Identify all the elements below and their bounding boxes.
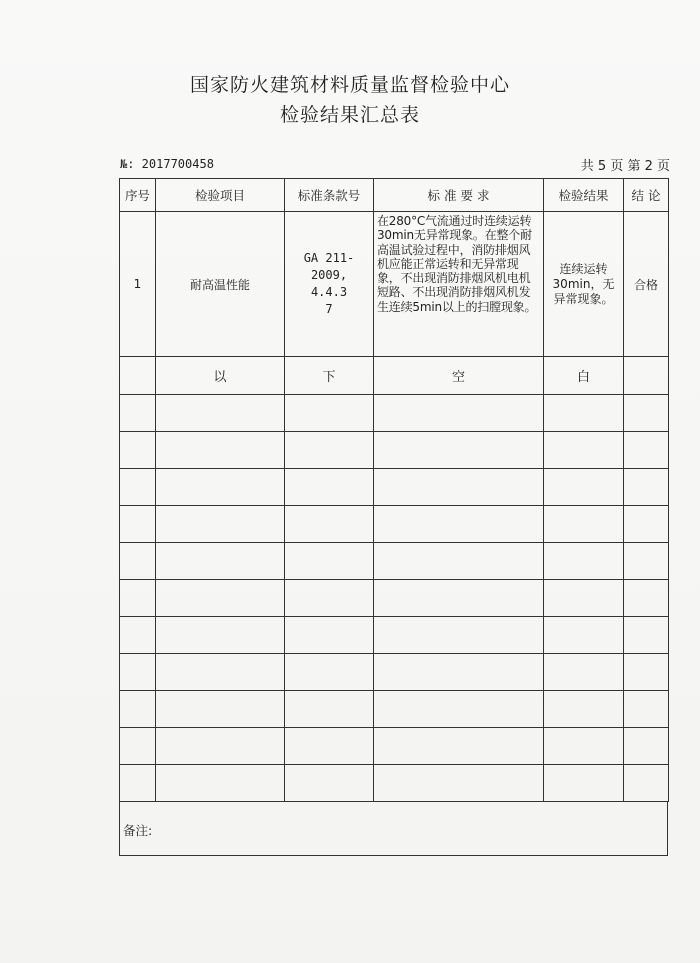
- document-title: 检验结果汇总表: [279, 104, 420, 126]
- row-test-result: [544, 212, 624, 357]
- blank-marker-char: 白: [544, 357, 624, 395]
- row-requirement: 在280°C气流通过时连续运转30min无异常现象。在整个耐高温试验过程中，消防排烟风机应能正常运转和无异常现象，不出现消防排烟风机电机短路、不出现消防排烟风机发生连续5min以上的扫膛现象。: [374, 212, 544, 357]
- page-indicator: 共 5 页 第 2 页: [580, 159, 670, 174]
- empty-row: [120, 543, 669, 580]
- header-test-item: 检验项目: [156, 179, 285, 212]
- header-standard-clause: 标准条款号: [285, 179, 374, 212]
- header-test-result: 检验结果: [544, 179, 624, 212]
- empty-cell: [120, 357, 156, 395]
- empty-row: [120, 432, 669, 469]
- empty-row: [120, 654, 669, 691]
- clause-line: 7: [325, 302, 333, 316]
- empty-row: [120, 765, 669, 802]
- row-test-item: 耐高温性能: [156, 212, 285, 357]
- results-table: [119, 178, 669, 802]
- clause-line: 4.4.3: [310, 285, 348, 299]
- empty-row: [120, 469, 669, 506]
- empty-row: [120, 728, 669, 765]
- row-conclusion: 合格: [624, 212, 669, 357]
- result-line: 30min，无: [552, 276, 615, 291]
- clause-line: 2009,: [310, 268, 348, 282]
- header-requirement: 标 准 要 求: [374, 179, 544, 212]
- empty-row: [120, 580, 669, 617]
- organization-title: 国家防火建筑材料质量监督检验中心: [189, 74, 510, 96]
- header-serial-no: 序号: [120, 179, 156, 212]
- empty-row: [120, 506, 669, 543]
- result-line: 连续运转: [559, 261, 608, 276]
- empty-cell: [624, 357, 669, 395]
- clause-line: GA 211-: [303, 251, 355, 265]
- blank-marker-char: 以: [156, 357, 285, 395]
- row-serial-no: 1: [120, 212, 156, 357]
- blank-marker-char: 下: [285, 357, 374, 395]
- empty-row: [120, 617, 669, 654]
- result-line: 异常现象。: [553, 291, 614, 306]
- remarks-label: 备注:: [123, 823, 153, 838]
- table-row: [120, 212, 669, 357]
- row-standard-clause: [285, 212, 374, 357]
- blank-marker-row: [120, 357, 669, 395]
- table-header-row: [120, 179, 669, 212]
- blank-marker-char: 空: [374, 357, 544, 395]
- header-conclusion: 结 论: [624, 179, 669, 212]
- remarks-box: [119, 801, 668, 856]
- document-number: №: 2017700458: [120, 157, 214, 171]
- empty-row: [120, 691, 669, 728]
- empty-row: [120, 395, 669, 432]
